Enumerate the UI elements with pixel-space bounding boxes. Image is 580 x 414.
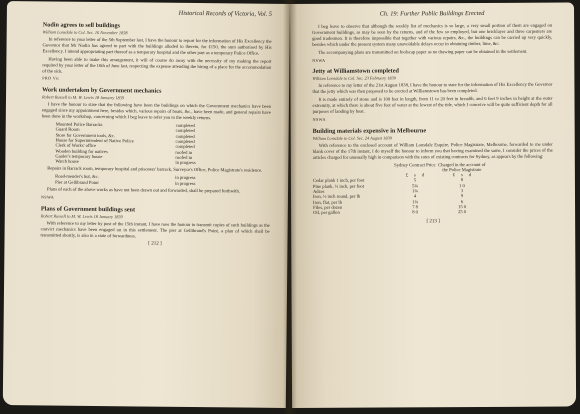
list-item-name: Mounted Police Barracks [55,121,103,128]
row-label: Iron, ½ inch round, per lb [312,194,361,200]
row-label: Files, per dozen [313,204,343,210]
price-table [313,161,553,215]
row-label: Oil, per gallon [313,210,340,216]
currency-unit: £ [452,172,456,178]
currency-unit: £ [405,172,409,178]
column-header: Charged in the account of the Police Magistrate [438,161,486,173]
right-page [290,3,576,408]
list-item-status: roofed in [175,154,193,160]
source-tag: NSWA [312,116,326,122]
section-title: Plans of Government buildings sent [40,205,136,214]
list-item [55,179,270,187]
section-meta: William Lonsdale to Col. Sec. 23 February 1839 [312,75,396,82]
section-meta: William Lonsdale to Col. Sec. 16 November 1838 [42,29,128,36]
row-label: Iron, flat, per lb [313,199,343,205]
section-title: Building materials expensive in Melbourne [312,127,427,135]
list-item-name: Pier at Gellibrand Point [55,179,99,185]
works-list-continued [55,174,270,187]
paragraph: It is made entirely of stone and is 100 feet in length, from 11 to 20 feet in breadth, and 6 feet 9 inches in height at the outer extremity, at which there is about five feet of water at the lowest of the tide, which I conceive will be quite sufficient depth for all purposes of landing by boat. [312,95,553,114]
cell: 6 [460,198,464,204]
cell: 3 [460,188,464,194]
paragraph: Having been able to make this arrangement, it will of course do away with the necessity of my making the report required by your letter of the 16th of June last, respecting the expense attending the hiring of a place for the accommodation of the sick. [42,56,272,74]
cell: 8 [460,177,464,183]
list-item-name: Watch house [55,158,79,164]
cell: 7 8 [412,204,418,210]
works-list [55,122,270,167]
row-label: Cedar plank 1 inch, per foot [312,178,365,184]
list-item-name: Wooden building for natives [55,148,108,154]
page-number: [ 213 ] [426,218,440,224]
list-item-name: Gaoler's temporary house [55,153,103,159]
list-item-status: completed [175,128,195,134]
currency-unit: s [413,172,416,178]
table-row [313,209,553,216]
list-item-status: roofed in [175,149,193,155]
cell: 9 [460,193,464,199]
list-item-status: completed [175,122,195,129]
section-title: Jetty at Williamstown completed [312,67,399,76]
cell: 8 0 [412,209,418,215]
source-tag: NSWA [312,57,326,63]
list-item-name: Guard Room [55,126,80,133]
list-item-status: completed [175,133,195,139]
cell: 5¾ [412,183,418,189]
page-number: [ 212 ] [148,241,162,248]
paragraph: In reference to your letter of the 5th September last, I have the honour to report for the information of His Excellency the Governor that Mr Nodin has agreed to part with the buildings alluded to therein, for £150, the sum authorised by His Excellency. I intend appropriating part thereof as a temporary hospital and the other part as a temporary Police Office. [42,36,272,56]
list-item-status: completed [175,138,195,144]
section-meta: Robert Russell to M. W. Lewis 18 January 1839 [40,213,123,220]
left-running-head: Historical Records of Victoria, Vol. 5 [178,9,272,18]
section-title: Work undertaken by Government mechanics [42,86,162,96]
paragraph: Plans of each of the above works as have not been drawn out and forwarded, shall be prepared forthwith. [47,186,240,194]
list-item [55,159,270,167]
section-meta: Robert Russell to M. W. Lewis 18 January 1839 [41,94,125,101]
list-item-name: Road-mender's hut, &c. [55,173,99,180]
currency-unit: d [421,172,425,178]
currency-unit: s [460,172,463,178]
cell: 1 0 [459,182,465,188]
cell: 4 [413,193,417,199]
list-item-status: completed [175,144,195,150]
right-running-head: Ch. 19: Further Public Buildings Erected [379,9,485,18]
cell: 15 0 [458,204,467,210]
paragraph: The accompanying plans are transmitted on foolscap paper as no drawing paper can be obtained in the settlement. [318,48,528,55]
paragraph: With reference to the enclosed account of William Lonsdale Esquire, Police Magistrate, Melbourne, forwarded to me under blank cover of the 17th instant, I do myself the honour to inform you that having examined the same, I consider the prices of the articles charged for unusually high in comparison with the rates of existing contracts for Sydney, as appears by the following: [312,141,553,160]
list-item-name: House for Superintendent of Native Police [55,137,134,144]
section-title: Nodin agrees to sell buildings [42,21,121,30]
list-item-status: in progress [175,159,196,166]
paragraph: I beg leave to observe that although the weekly list of mechanics is so large, a very small portion of them are engaged on Government buildings, as may be seen by the returns, and of the few so employed, but one bricklayer and three carpenters are good tradesmen. It is therefore impossible that together with various repairs, &c., the buildings can be carried up very quickly, besides which under the present system many unavoidable delays occur in obtaining timber, lime, &c. [312,22,553,47]
column-header: Sydney Contract Price [394,161,436,168]
cell: 1¾ [412,199,418,205]
paragraph: I have the honour to state that the following have been the buildings on which the Government mechanics have been engaged since my appointment here, besides which, various repairs of boats, &c., have been made, and general repairs have been done in the workshop, concerning which I beg leave to refer you to the weekly returns. [41,101,271,121]
source-tag: NSWA [40,194,55,200]
paragraph: With reference to my letter by post of the 15th instant, I have now the honour to transmit copies of such buildings as the convict mechanics have been engaged on in this settlement. The pier at Gellibrand's Point, a plan of which shall be transmitted shortly, is also in a state of forwardness. [40,220,270,238]
list-item-name: Store for Government tools, &c. [55,132,116,138]
list-item-status: in progress [175,175,196,181]
list-item-name: Clerk of Works' office [55,142,97,149]
list-item-status: in progress [175,180,196,186]
section-meta: William Lonsdale to Col. Sec. 24 August 1839 [312,135,392,141]
cell: 1¾ [412,188,418,194]
source-tag: PRO Vic [42,75,60,82]
book-gutter [283,0,297,414]
currency-unit: d [468,172,472,178]
left-page [3,1,290,408]
cell: 5 [413,177,417,183]
paragraph: Repairs in Barrack room, temporary hospital and prisoners' barrack, Surveyor's Office, Police Magistrate's residence. [47,165,263,174]
row-label: Adzes [312,188,325,194]
row-label: Pine plank, ½ inch, per foot [312,183,365,189]
cell: 25 0 [458,209,467,215]
paragraph: In reference to my letter of the 21st August 1838, I have the honour to state for the information of His Excellency the Governor that the jetty which was then proposed to be erected at Williamstown has been completed. [312,82,553,95]
